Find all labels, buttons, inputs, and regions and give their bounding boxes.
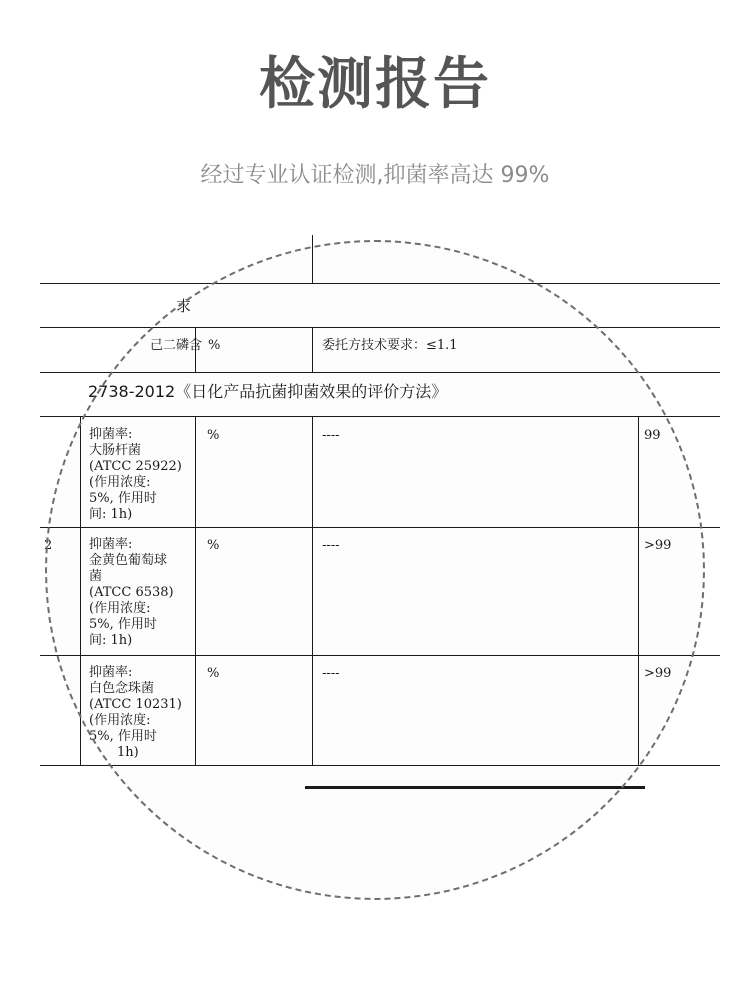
header-fragment: 求 <box>176 297 192 315</box>
requirement-cell: ---- <box>322 666 340 681</box>
unit-cell: % <box>208 338 221 353</box>
requirement-cell: ---- <box>322 538 340 553</box>
unit-cell: % <box>207 428 220 443</box>
row-index: 2 <box>44 538 53 553</box>
table-rule <box>40 765 720 766</box>
result-cell: 99 <box>644 428 661 443</box>
table-rule <box>80 416 81 765</box>
result-cell: >99 <box>644 666 672 681</box>
table-rule <box>40 416 720 417</box>
signature-underline <box>305 786 645 789</box>
table-rule <box>40 327 720 328</box>
item-cell: 抑菌率: 白色念珠菌 (ATCC 10231) (作用浓度: 5%, 作用时 1h) <box>89 665 182 760</box>
result-cell: >99 <box>644 538 672 553</box>
table-rule <box>312 327 313 372</box>
page-subtitle: 经过专业认证检测,抑菌率高达 99% <box>200 163 550 188</box>
table-rule <box>638 416 639 765</box>
table-rule <box>40 372 720 373</box>
table-rule <box>312 416 313 765</box>
item-cell: 抑菌率: 金黄色葡萄球 菌 (ATCC 6538) (作用浓度: 5%, 作用时 间: 1h) <box>89 537 174 648</box>
table-rule <box>40 655 720 656</box>
unit-cell: % <box>207 538 220 553</box>
magnifier-lens <box>45 240 705 900</box>
requirement-cell: 委托方技术要求：≤1.1 <box>322 338 458 353</box>
item-name: 己二磷含 <box>150 338 203 353</box>
table-rule <box>312 235 313 283</box>
table-rule <box>40 283 720 284</box>
page-title: 检测报告 <box>259 52 491 117</box>
item-cell: 抑菌率: 大肠杆菌 (ATCC 25922) (作用浓度: 5%, 作用时 间: 1h) <box>89 427 182 522</box>
test-standard: 2738-2012《日化产品抗菌抑菌效果的评价方法》 <box>88 382 448 401</box>
table-rule <box>40 527 720 528</box>
requirement-cell: ---- <box>322 428 340 443</box>
unit-cell: % <box>207 666 220 681</box>
table-rule <box>195 416 196 765</box>
